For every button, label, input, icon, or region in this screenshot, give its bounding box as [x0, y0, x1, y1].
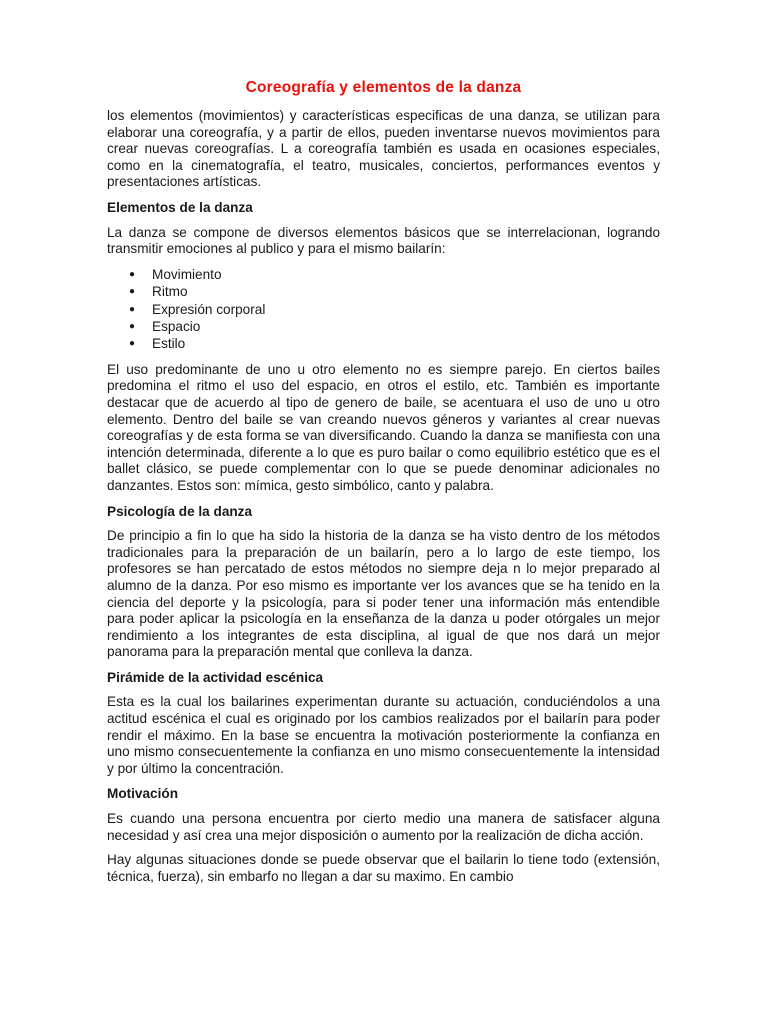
list-item: ● Espacio: [129, 318, 201, 334]
bullet-icon: ●: [129, 303, 136, 315]
document-title: Coreografía y elementos de la danza: [245, 79, 522, 96]
motivacion-paragraph-2: Hay algunas situaciones donde se puede observar que el bailarin lo tiene todo (extensión, técnica, fuerza), sin embarfo no llegan a dar su maximo. En cambio: [107, 852, 660, 884]
intro-paragraph: los elementos (movimientos) y características especificas de una danza, se utilizan para elaborar una coreografía, y a partir de ellos, pueden inventarse nuevos movimientos para crear nuevas coreografías. L a coreografía también es usada en ocasiones especiales, como en la cinematografía, el teatro, musicales, conciertos, performances eventos y presentaciones artísticas.: [107, 108, 660, 190]
elementos-paragraph-2: El uso predominante de uno u otro elemento no es siempre parejo. En ciertos bailes predomina el ritmo el uso del espacio, en otros el estilo, etc. También es importante destacar que de acuerdo al tipo de genero de baile, se acentuara el uso de uno u otro elemento. Dentro del baile se van creando nuevos géneros y variantes al crear nuevas coreografías y de esta forma se van diversificando. Cuando la danza se manifiesta con una intención determinada, diferente a lo que es puro bailar o como equilibrio estético que es el ballet clásico, se puede complementar con lo que se puede denominar adicionales no danzantes. Estos son: mímica, gesto simbólico, canto y palabra.: [107, 361, 660, 493]
bullet-icon: ●: [129, 320, 136, 332]
bullet-icon: ●: [129, 268, 136, 280]
bullet-icon: ●: [129, 286, 136, 298]
heading-piramide: Pirámide de la actividad escénica: [107, 669, 324, 685]
heading-motivacion: Motivación: [107, 786, 178, 802]
list-item: ● Movimiento: [129, 266, 222, 282]
bullet-icon: ●: [129, 338, 136, 350]
list-item: ● Expresión corporal: [129, 301, 266, 317]
psicologia-paragraph: De principio a fin lo que ha sido la historia de la danza se ha visto dentro de los métodos tradicionales para la preparación de un bailarín, pero a lo largo de este tiempo, los profesores se han percatado de estos métodos no siempre deja n lo mejor preparado al alumno de la danza. Por eso mismo es importante ver los avances que se ha tenido en la ciencia del deporte y la psicología, para si poder tener una información más entendible para poder aplicar la psicología en la enseñanza de la danza u poder otórgales un mejor rendimiento a los integrantes de esta disciplina, al igual de que nos dará un mejor panorama para la preparación mental que conlleva la danza.: [107, 528, 660, 660]
heading-psicologia: Psicología de la danza: [107, 503, 253, 519]
piramide-paragraph: Esta es la cual los bailarines experimentan durante su actuación, conduciéndolos a una actitud escénica el cual es originado por los cambios realizados por el bailarín para poder rendir el máximo. En la base se encuentra la motivación posteriormente la confianza en uno mismo consecuentemente la confianza en uno mismo consecuentemente la intensidad y por último la concentración.: [107, 694, 660, 776]
motivacion-paragraph-1: Es cuando una persona encuentra por cierto medio una manera de satisfacer alguna necesidad y así crea una mejor disposición o aumento por la realización de dicha acción.: [107, 811, 660, 843]
elementos-paragraph-1: La danza se compone de diversos elementos básicos que se interrelacionan, logrando transmitir emociones al publico y para el mismo bailarín:: [107, 224, 660, 257]
document-page: [107, 78, 660, 885]
elementos-list: [107, 266, 660, 353]
heading-elementos: Elementos de la danza: [107, 199, 253, 215]
list-item: ● Estilo: [129, 336, 186, 352]
list-item: ● Ritmo: [129, 284, 188, 300]
